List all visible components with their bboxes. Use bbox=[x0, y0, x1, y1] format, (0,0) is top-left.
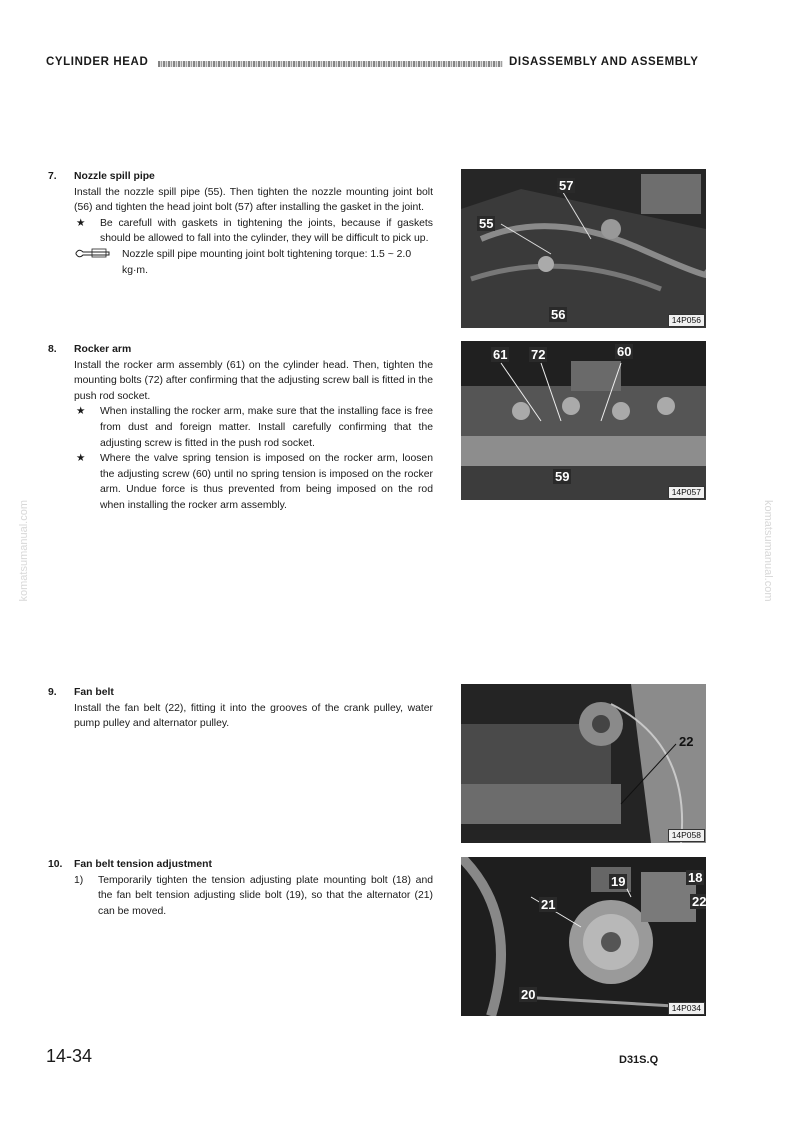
photo-callout: 20 bbox=[521, 987, 536, 1002]
section-fan-belt bbox=[48, 685, 433, 732]
section-title: Nozzle spill pipe bbox=[74, 171, 155, 182]
photo-code: 14P056 bbox=[668, 314, 705, 327]
photo-callout: 21 bbox=[541, 897, 556, 912]
photo-callout: 22 bbox=[679, 734, 694, 749]
photo-callout: 19 bbox=[611, 874, 626, 889]
photo-fan-belt bbox=[461, 684, 706, 843]
section-number: 9. bbox=[48, 687, 57, 698]
photo-callout: 55 bbox=[479, 216, 494, 231]
watermark-right: komatsumanual.com bbox=[762, 500, 774, 602]
note: ★ Be carefull with gaskets in tightening the joints, because if gaskets should be allowed to fall into the cylinder, they will be difficult to pick up. bbox=[74, 216, 433, 247]
torque-spec: Nozzle spill pipe mounting joint bolt tightening torque: 1.5 ~ 2.0 kg·m. bbox=[74, 247, 433, 278]
header-chapter-title: DISASSEMBLY AND ASSEMBLY bbox=[509, 56, 699, 68]
wrench-icon bbox=[74, 247, 122, 278]
section-body: Install the rocker arm assembly (61) on the cylinder head. Then, tighten the mounting bolts (72) after confirming that the adjusting screw ball is fitted in the push rod socket. bbox=[74, 359, 433, 402]
section-number: 8. bbox=[48, 344, 57, 355]
section-body: Install the fan belt (22), fitting it into the grooves of the crank pulley, water pump pulley and alternator pulley. bbox=[74, 702, 433, 730]
section-title: Fan belt bbox=[74, 687, 114, 698]
sub-step: 1) Temporarily tighten the tension adjusting plate mounting bolt (18) and the fan belt tension adjusting slide bolt (19), so that the alternator (21) can be moved. bbox=[74, 874, 433, 917]
section-rocker-arm bbox=[48, 342, 433, 514]
section-number: 7. bbox=[48, 171, 57, 182]
photo-rocker-arm bbox=[461, 341, 706, 500]
photo-nozzle-spill-pipe bbox=[461, 169, 706, 328]
star-icon: ★ bbox=[76, 406, 86, 418]
photo-fan-belt-tension bbox=[461, 857, 706, 1016]
photo-callout: 59 bbox=[555, 469, 570, 484]
photo-callout: 22 bbox=[690, 894, 706, 909]
photo-code: 14P034 bbox=[668, 1002, 705, 1015]
photo-callout: 56 bbox=[551, 307, 566, 322]
section-title: Fan belt tension adjustment bbox=[74, 859, 212, 870]
page-number: 14-34 bbox=[46, 1046, 93, 1066]
star-icon: ★ bbox=[76, 217, 86, 229]
section-nozzle-spill-pipe bbox=[48, 169, 433, 278]
section-number: 10. bbox=[48, 859, 63, 870]
photo-code: 14P057 bbox=[668, 486, 705, 499]
photo-callout: 18 bbox=[688, 870, 703, 885]
star-icon: ★ bbox=[76, 453, 86, 465]
note: ★ When installing the rocker arm, make sure that the installing face is free from dust and foreign matter. Install carefully confirming that the adjusting screw is fitted in the push rod socket. bbox=[74, 404, 433, 451]
photo-code: 14P058 bbox=[668, 829, 705, 842]
section-title: Rocker arm bbox=[74, 344, 132, 355]
watermark-left: komatsumanual.com bbox=[18, 500, 30, 602]
note: ★ Where the valve spring tension is imposed on the rocker arm, loosen the adjusting screw (60) until no spring tension is imposed on the rocker arm. Undue force is thus prevented from being imposed on the rod when installing the rocker arm assembly. bbox=[74, 451, 433, 513]
section-fan-belt-tension bbox=[48, 857, 433, 919]
header-rule bbox=[158, 61, 503, 67]
model-code: D31S.Q bbox=[619, 1054, 659, 1066]
header-section-title: CYLINDER HEAD bbox=[46, 56, 149, 68]
section-body: Install the nozzle spill pipe (55). Then tighten the nozzle mounting joint bolt (56) and tighten the head joint bolt (57) after installing the gasket in the joint. bbox=[74, 186, 433, 214]
photo-callout: 72 bbox=[531, 347, 546, 362]
photo-callout: 57 bbox=[559, 178, 574, 193]
photo-callout: 60 bbox=[617, 344, 632, 359]
photo-callout: 61 bbox=[493, 347, 508, 362]
